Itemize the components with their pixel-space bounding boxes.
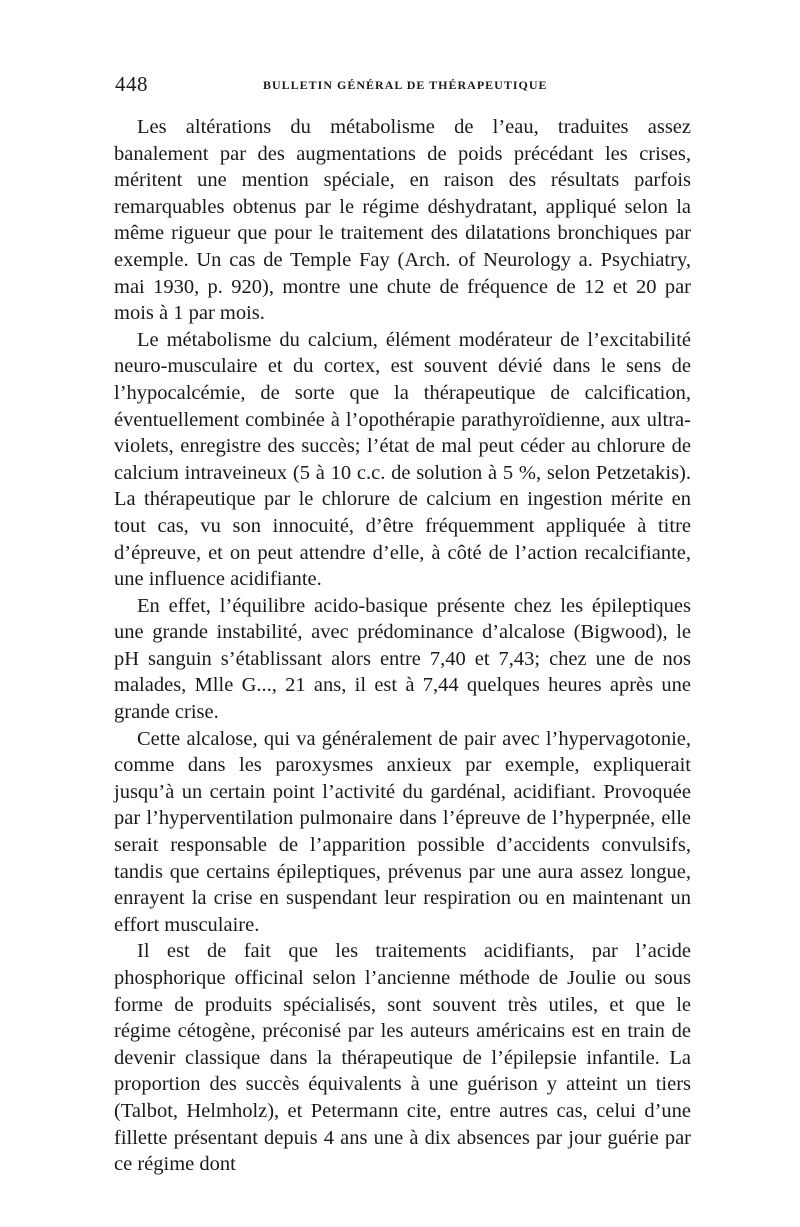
paragraph-acid-base-balance: En effet, l’équilibre acido-basique présente chez les épileptiques une grande instabilité, avec prédominance d’alcalose (Bigwood), le pH sanguin s’établissant alors entre 7,40 et 7,43; chez une de nos malades, Mlle G..., 21 ans, il est à 7,44 quelques heures après une grande crise. xyxy=(114,594,691,724)
page-header xyxy=(115,70,690,98)
paragraph-water-metabolism: Les altérations du métabolisme de l’eau, traduites assez banalement par des augmentations de poids précédant les crises, méritent une mention spéciale, en raison des résultats parfois remarquables obtenus par le régime déshydratant, appliqué selon la même rigueur que pour le traitement des dilatations bronchiques par exemple. Un cas de Temple Fay (Arch. of Neurology a. Psychiatry, mai 1930, p. 920), montre une chute de fréquence de 12 et 20 par mois à 1 par mois. xyxy=(114,116,691,325)
paragraph-acidifying-treatments: Il est de fait que les traitements acidifiants, par l’acide phosphorique officinal selon l’ancienne méthode de Joulie ou sous forme de produits spécialisés, sont souvent très utiles, et que le régime cétogène, préconisé par les auteurs américains est en train de devenir classique dans la thérapeutique de l’épilepsie infantile. La proportion des succès équivalents à une guérison y atteint un tiers (Talbot, Helmholz), et Petermann cite, entre autres cas, celui d’une fillette présentant depuis 4 ans une à dix absences par jour guérie par ce régime dont xyxy=(114,940,691,1176)
paragraph-alkalosis: Cette alcalose, qui va généralement de pair avec l’hypervagotonie, comme dans les paroxysmes anxieux par exemple, expliquerait jusqu’à un certain point l’activité du gardénal, acidifiant. Provoquée par l’hyperventilation pulmonaire dans l’épreuve de l’hyperpnée, elle serait responsable de l’apparition possible d’accidents convulsifs, tandis que certains épileptiques, prévenus par une aura assez longue, enrayent la crise en suspendant leur respiration ou en maintenant un effort musculaire. xyxy=(114,727,691,936)
running-title: BULLETIN GÉNÉRAL DE THÉRAPEUTIQUE xyxy=(263,78,548,92)
paragraph-calcium-metabolism: Le métabolisme du calcium, élément modérateur de l’excitabilité neuro-musculaire et du cortex, est souvent dévié dans le sens de l’hypocalcémie, de sorte que la thérapeutique de calcification, éventuellement combinée à l’opothérapie parathyroïdienne, aux ultra-violets, enregistre des succès; l’état de mal peut céder au chlorure de calcium intraveineux (5 à 10 c.c. de solution à 5 %, selon Petzetakis). La thérapeutique par le chlorure de calcium en ingestion mérite en tout cas, vu son innocuité, d’être fréquemment appliquée à titre d’épreuve, et on peut attendre d’elle, à côté de l’action recalcifiante, une influence acidifiante. xyxy=(114,328,691,591)
page-number: 448 xyxy=(115,72,148,96)
body-text xyxy=(114,114,691,1178)
